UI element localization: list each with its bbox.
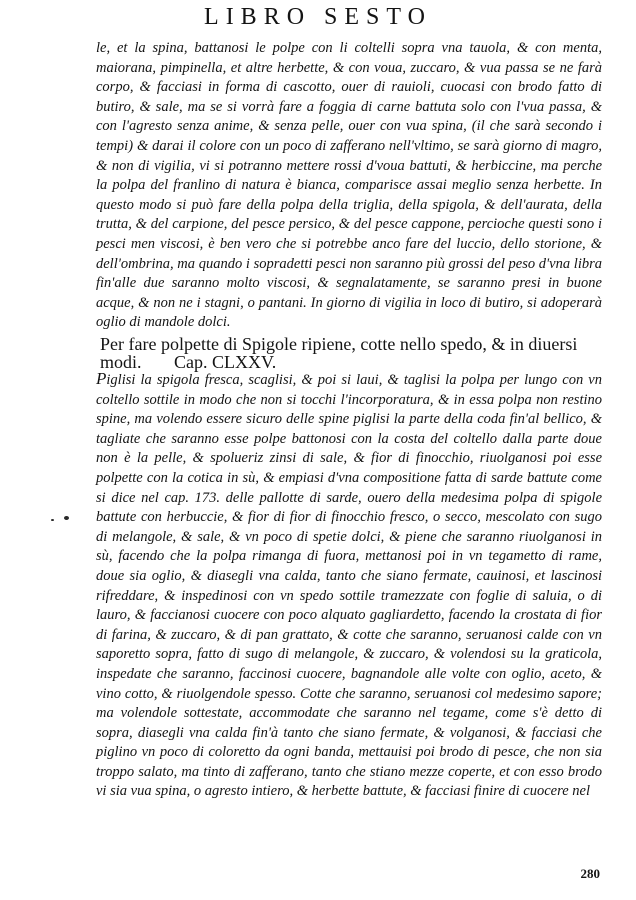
paragraph-continued: le, et la spina, battanosi le polpe con li coltelli sopra vna tauola, & con menta, maiorana, pimpinella, et altre herbette, & con voua, zuccaro, & vua passa se ne farà corpo, & facciasi in forma di cascotto, ouer di rauioli, cuocasi con brodo fatto di butiro, & sale, ma se si vorrà fare a foggia di carne battuta solo con l'vua passa, & con l'agresto senza anime, & senza pelle, ouer con vua spina, (il che sarà secondo i tempi) & darai il colore con un poco di zafferano nell'vltimo, se sarà giorno di magro, & non di vigilia, vi si potranno mettere rossi d'voua battuti, & herbiccine, ma perche la polpa del franlino di natura è bianca, comparisce assai meglio senza herbette. In questo modo si può fare della polpa della triglia, della spigola, & dell'aurata, della trutta, & del carpione, del pesce persico, & del pesce cappone, percioche questi sono i pesci men viscosi, è ben vero che si potrebbe anco fare del luccio, dello storione, & dell'ombrina, ma quando i sopradetti pesci non saranno più grossi del peso d'vna libra fin'alle due saranno molto viscosi, & segnalatamente, se saranno presi in buone acque, & non ne i stagni, o pantani. In giorno di vigilia in loco di butiro, si adoperarà oglio di mandole dolci. [96,40,602,331]
chapter-body: Piglisi la spigola fresca, scaglisi, & poi si laui, & taglisi la polpa per lungo con vn coltello sottile in modo che non si tocchi l'incorporatura, & in essa polpa non restino spine, ma volendo essere sicuro delle spine piglisi la parte della coda fin'al bellico, & tagliate che saranno esse polpe battonosi con la costa del coltello dalla parte doue non è la pelle, & spolueriz zinsi di sale, & fior di finocchio, riuolganosi poi esse polpette con la cotica in sù, & empiasi d'vna compositione fatta di sarde battute come si dice nel cap. 173. delle pallotte di sarde, ouero della medesima polpa di spigole battute con herbuccie, & fior di fior di finocchio fresco, o secco, mescolato con sugo di melangole, & sale, & vn poco di spetie dolci, & piene che saranno riuolganosi in sù, facendo che la polpa rimanga di fuora, mettanosi poi in vn tegametto di rame, doue sia oglio, & diasegli vna calda, tanto che siano fermate, cauinosi, et lascinosi rifreddare, & inspedinosi con vn spedo sottile tramezzate con foglie di saluia, o di lauro, & faccianosi cuocere con poco alquato gagliardetto, facendo la crostata di fior di farina, & zuccaro, & di pan grattato, & cotte che saranno, seruanosi calde con vn saporetto sopra, fatto di sugo di melangole, & zuccaro, & volendosi su la graticola, inspedate che saranno, faccinosi cuocere, bagnandole alle volte con oglio, aceto, & vino cotto, & riuolgendole spesso. Cotte che saranno, seruanosi col medesimo sapore; ma volendole sottestate, accommodate che saranno nel tegame, come s'è detto di sopra, diasegli vna calda fin'à tanto che siano fermate, & volganosi, & facciasi che piglino vn poco di coloretto da ogni banda, mettauisi poi brodo di pesce, che non sia troppo salato, ma tinto di zafferano, tanto che stiano mezze coperte, et con esso brodo vi sia vua spina, o agresto intiero, & herbette battute, & facciasi finire di cuocere nel [96,369,602,800]
chapter-title: Per fare polpette di Spigole ripiene, cotte nello spedo, & in diuersi modi. [100,334,578,372]
ink-spot [51,519,54,521]
page-number: 280 [580,866,600,881]
ink-spot [64,516,69,520]
running-head: LIBRO SESTO [204,4,432,30]
chapter-number: Cap. CLXXV. [174,352,277,372]
chapter-heading [100,335,600,371]
